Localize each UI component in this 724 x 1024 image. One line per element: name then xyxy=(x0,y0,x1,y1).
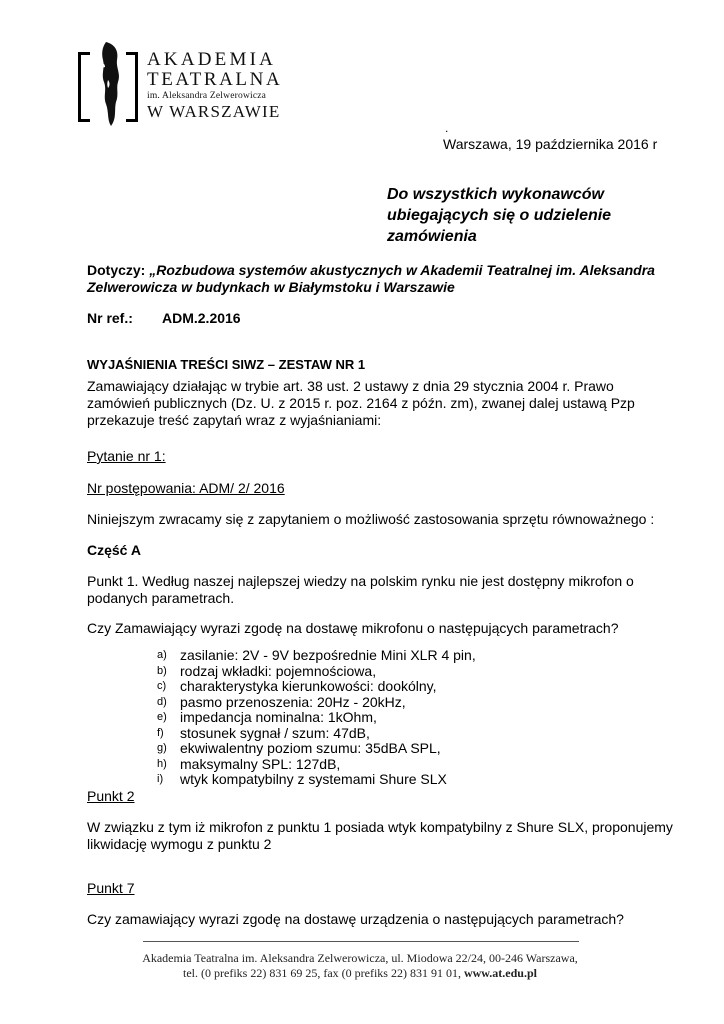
list-marker: c) xyxy=(157,680,167,692)
list-item xyxy=(147,695,476,711)
list-item xyxy=(147,648,476,664)
point1-paragraph: Punkt 1. Według naszej najlepszej wiedzy na polskim rynku nie jest dostępny mikrofon o podanych parametrach. xyxy=(87,573,634,606)
list-marker: a) xyxy=(157,649,167,661)
reference-label: Nr ref.: xyxy=(87,310,133,326)
list-item xyxy=(147,664,476,680)
list-marker: f) xyxy=(157,726,164,739)
recipient: Do wszystkich wykonawców ubiegających się o udzielenie zamówienia xyxy=(387,186,612,245)
theatre-mask-icon xyxy=(92,40,126,128)
letterhead-logo xyxy=(78,40,288,128)
list-item xyxy=(147,679,476,695)
list-item-text: stosunek sygnał / szum: 47dB, xyxy=(180,724,370,741)
logo-line-teatralna: TEATRALNA xyxy=(147,69,283,90)
logo-left-bracket xyxy=(78,52,90,122)
subject-text: „Rozbudowa systemów akustycznych w Akademii Teatralnej im. Aleksandra Zelwerowicza w budynkach w Białymstoku i Warszawie xyxy=(87,262,655,295)
logo-line-patron: im. Aleksandra Zelwerowicza xyxy=(147,91,267,101)
list-item xyxy=(147,772,476,788)
point2-label: Punkt 2 xyxy=(87,788,135,804)
list-item xyxy=(147,757,476,773)
list-item-text: ekwiwalentny poziom szumu: 35dBA SPL, xyxy=(180,740,441,756)
list-item-text: maksymalny SPL: 127dB, xyxy=(180,755,341,772)
list-item-text: charakterystyka kierunkowości: dookólny, xyxy=(180,678,437,694)
footer-divider xyxy=(143,941,579,942)
list-item-text: impedancja nominalna: 1kOhm, xyxy=(180,709,377,725)
question7-paragraph: Czy zamawiający wyrazi zgodę na dostawę urządzenia o następujących parametrach? xyxy=(87,911,624,927)
list-item-text: pasmo przenoszenia: 20Hz - 20kHz, xyxy=(180,693,406,710)
stray-dot: . xyxy=(445,121,449,135)
letter-date: Warszawa, 19 października 2016 r xyxy=(443,136,658,152)
parameter-list xyxy=(147,648,476,788)
list-marker: i) xyxy=(157,773,164,785)
question1-paragraph: Czy Zamawiający wyrazi zgodę na dostawę mikrofonu o następujących parametrach? xyxy=(87,620,619,636)
part-heading: Część A xyxy=(87,542,141,558)
list-item-text: wtyk kompatybilny z systemami Shure SLX xyxy=(180,771,447,787)
intro-paragraph: Zamawiający działając w trybie art. 38 ust. 2 ustawy z dnia 29 stycznia 2004 r. Prawo zamówień publicznych (Dz. U. z 2015 r. poz. 2164 z późn. zm), zwanej dalej ustawą Pzp przekazuje treść zapytań wraz z wyjaśnianiami: xyxy=(87,378,635,428)
footer-contact xyxy=(120,966,600,981)
list-item xyxy=(147,741,476,757)
reference xyxy=(87,310,241,326)
point2-paragraph: W związku z tym iż mikrofon z punktu 1 posiada wtyk kompatybilny z Shure SLX, proponujemy likwidację wymogu z punktu 2 xyxy=(87,819,673,852)
list-marker: e) xyxy=(157,711,167,723)
list-item-text: rodzaj wkładki: pojemnościowa, xyxy=(180,662,377,679)
subject-label: Dotyczy: xyxy=(87,262,146,278)
list-marker: h) xyxy=(157,757,167,770)
logo-line-warszawa: W WARSZAWIE xyxy=(147,102,281,121)
footer-website[interactable]: www.at.edu.pl xyxy=(463,966,537,980)
list-item xyxy=(147,710,476,726)
point7-label: Punkt 7 xyxy=(87,880,135,896)
logo-right-bracket xyxy=(126,52,138,122)
list-marker: d) xyxy=(157,695,167,708)
logo-line-akademia: AKADEMIA xyxy=(147,49,277,70)
footer-address: Akademia Teatralna im. Aleksandra Zelwerowicza, ul. Miodowa 22/24, 00-246 Warszawa, xyxy=(142,951,578,965)
list-item-text: zasilanie: 2V - 9V bezpośrednie Mini XLR 4 pin, xyxy=(180,647,476,663)
document-heading: WYJAŚNIENIA TREŚCI SIWZ – ZESTAW NR 1 xyxy=(87,357,366,372)
question-label: Pytanie nr 1: xyxy=(87,448,166,464)
proceeding-number: Nr postępowania: ADM/ 2/ 2016 xyxy=(87,480,285,496)
request-paragraph: Niniejszym zwracamy się z zapytaniem o możliwość zastosowania sprzętu równoważnego : xyxy=(87,511,655,527)
list-item xyxy=(147,726,476,742)
logo-text xyxy=(147,50,282,122)
list-marker: b) xyxy=(157,664,167,677)
reference-value: ADM.2.2016 xyxy=(162,310,241,326)
list-marker: g) xyxy=(157,742,167,754)
subject xyxy=(87,262,687,296)
footer-phone-fax: tel. (0 prefiks 22) 831 69 25, fax (0 prefiks 22) 831 91 01, xyxy=(183,966,464,980)
